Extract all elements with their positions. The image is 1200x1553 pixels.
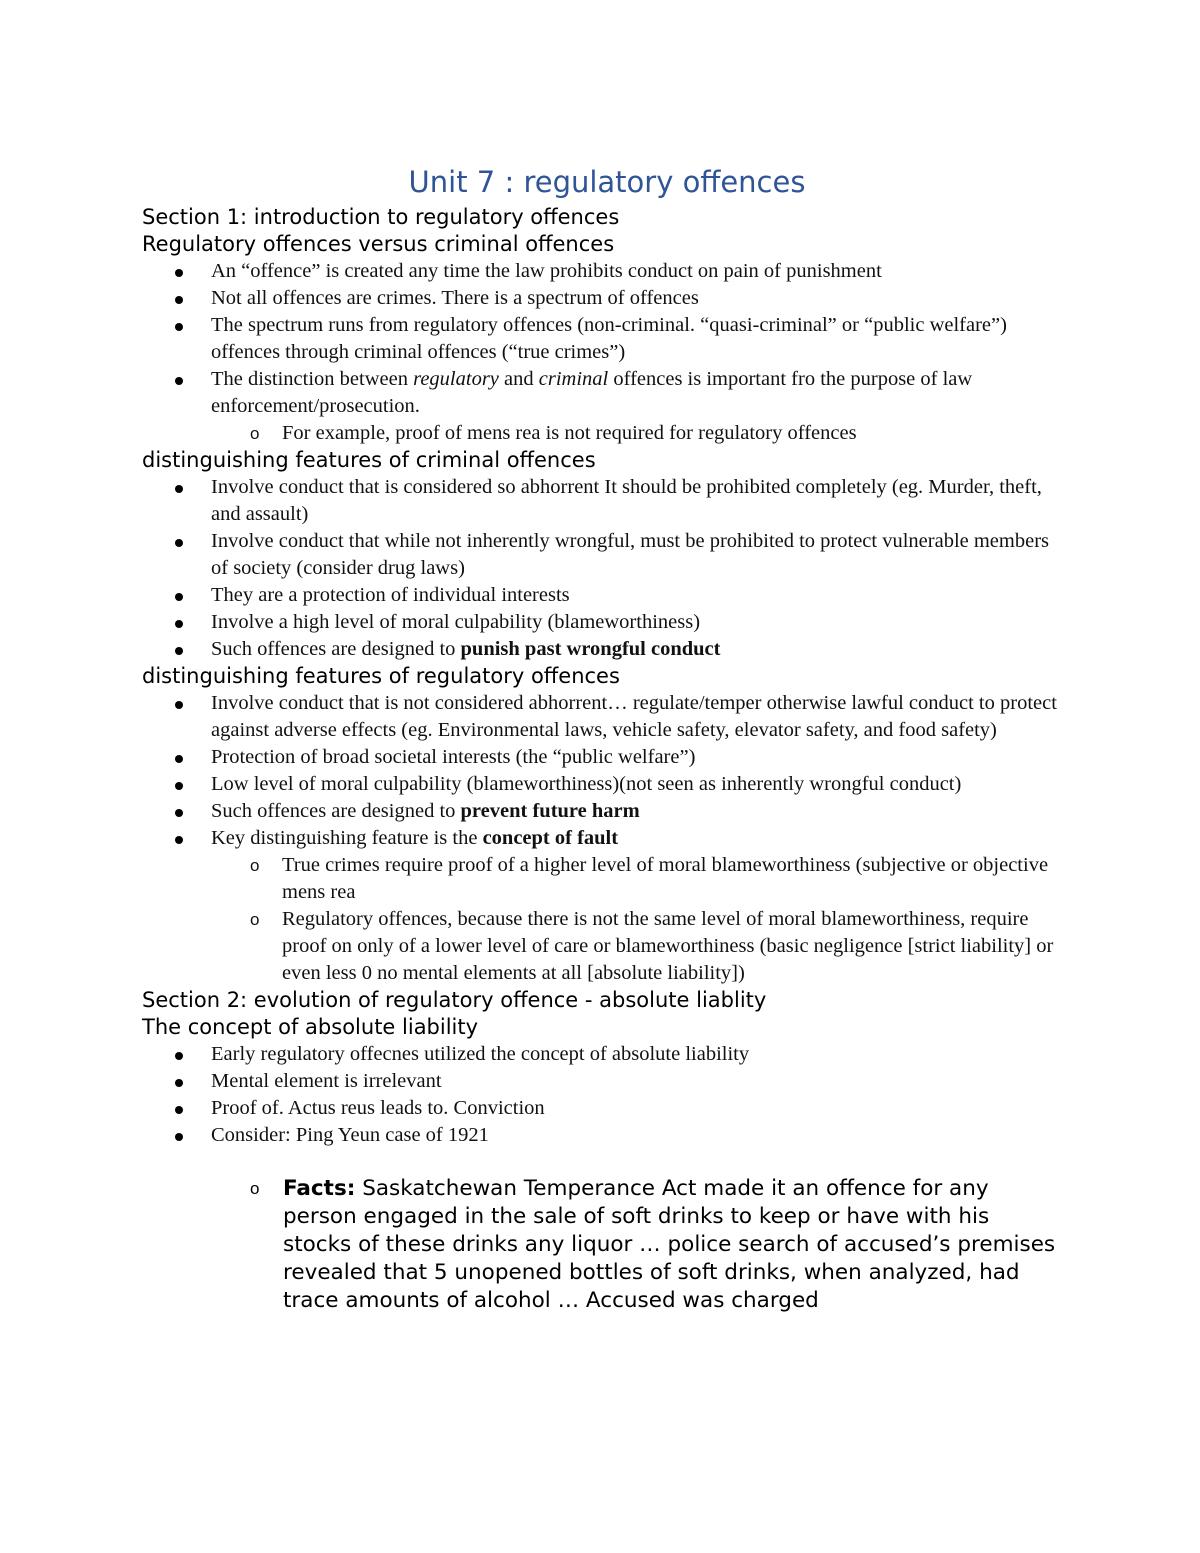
bullet-icon [175, 836, 183, 844]
bullet-icon [175, 809, 183, 817]
list-item: Involve conduct that while not inherently wrongful, must be prohibited to protect vulnerable members of society (consider drug laws) [142, 528, 1062, 582]
list-item: o Regulatory offences, because there is not the same level of moral blameworthiness, require proof on only of a lower level of care or blameworthiness (basic negligence [strict liability] or even less 0 no mental elements at all [absolute liability]) [250, 908, 1054, 984]
facts-text: Saskatchewan Temperance Act made it an offence for any person engaged in the sale of soft drinks to keep or have with his stocks of these drinks any liquor … police search of accused’s premises revealed that 5 unopened bottles of soft drinks, when analyzed, had trace amounts of alcohol … Accused was charged [283, 1176, 1056, 1313]
list-item: Early regulatory offecnes utilized the concept of absolute liability [142, 1041, 1062, 1068]
section2-subheading: The concept of absolute liability [142, 1015, 479, 1039]
list-item: Involve conduct that is not considered abhorrent… regulate/temper otherwise lawful conduct to protect against adverse effects (eg. Environmental laws, vehicle safety, elevator safety, and food safety) [142, 690, 1062, 744]
list-item: The distinction between regulatory and criminal offences is important fro the purpose of law enforcement/prosecution. [142, 366, 1062, 420]
section1-sublist [142, 420, 1062, 447]
bullet-icon [175, 1106, 183, 1114]
list-item: They are a protection of individual interests [142, 582, 1062, 609]
bullet-icon [175, 485, 183, 493]
bullet-icon [175, 701, 183, 709]
regulatory-features-list [142, 690, 1062, 852]
bullet-icon [175, 1079, 183, 1087]
bullet-icon [175, 620, 183, 628]
list-item: Such offences are designed to punish past wrongful conduct [142, 636, 1062, 663]
section2-heading: Section 2: evolution of regulatory offence - absolute liablity [142, 988, 767, 1012]
list-item: Such offences are designed to prevent future harm [142, 798, 1062, 825]
bullet-icon [175, 755, 183, 763]
list-item: o True crimes require proof of a higher level of moral blameworthiness (subjective or objective mens rea [250, 854, 1049, 903]
list-item: Involve a high level of moral culpability (blameworthiness) [142, 609, 1062, 636]
hollow-bullet-icon: o [250, 1179, 260, 1198]
list-item: The spectrum runs from regulatory offences (non-criminal. “quasi-criminal” or “public welfare”) offences through criminal offences (“true crimes”) [142, 312, 1062, 366]
list-item: Protection of broad societal interests (the “public welfare”) [142, 744, 1062, 771]
list-item: Proof of. Actus reus leads to. Conviction [142, 1095, 1062, 1122]
regulatory-features-heading: distinguishing features of regulatory offences [142, 664, 620, 688]
bullet-icon [175, 1133, 183, 1141]
facts-label: Facts: [283, 1176, 356, 1201]
hollow-bullet-icon: o [250, 424, 260, 443]
document-content [142, 160, 1062, 1315]
criminal-features-heading: distinguishing features of criminal offences [142, 448, 596, 472]
section1-subheading: Regulatory offences versus criminal offences [142, 232, 615, 256]
list-item: Mental element is irrelevant [142, 1068, 1062, 1095]
page-title: Unit 7 : regulatory offences [408, 165, 806, 199]
bullet-icon [175, 539, 183, 547]
bullet-icon [175, 269, 183, 277]
bullet-icon [175, 1052, 183, 1060]
bullet-icon [175, 593, 183, 601]
list-item: Consider: Ping Yeun case of 1921 [142, 1122, 1062, 1149]
list-item: Not all offences are crimes. There is a spectrum of offences [142, 285, 1062, 312]
list-item: o For example, proof of mens rea is not required for regulatory offences [142, 420, 1062, 447]
list-item: Low level of moral culpability (blameworthiness)(not seen as inherently wrongful conduct) [142, 771, 1062, 798]
hollow-bullet-icon: o [250, 910, 260, 929]
criminal-features-list [142, 474, 1062, 663]
bullet-icon [175, 296, 183, 304]
list-item: Involve conduct that is considered so abhorrent It should be prohibited completely (eg. Murder, theft, and assault) [142, 474, 1062, 528]
regulatory-features-sublist [142, 852, 1062, 987]
facts-item [142, 1175, 1062, 1315]
list-item: Key distinguishing feature is the concept of fault [142, 825, 1062, 852]
section2-list [142, 1041, 1062, 1149]
facts-list [142, 1175, 1062, 1315]
list-item: An “offence” is created any time the law prohibits conduct on pain of punishment [142, 258, 1062, 285]
bullet-icon [175, 647, 183, 655]
section1-heading: Section 1: introduction to regulatory offences [142, 205, 620, 229]
bullet-icon [175, 377, 183, 385]
bullet-icon [175, 323, 183, 331]
hollow-bullet-icon: o [250, 856, 260, 875]
section1-list [142, 258, 1062, 420]
bullet-icon [175, 782, 183, 790]
